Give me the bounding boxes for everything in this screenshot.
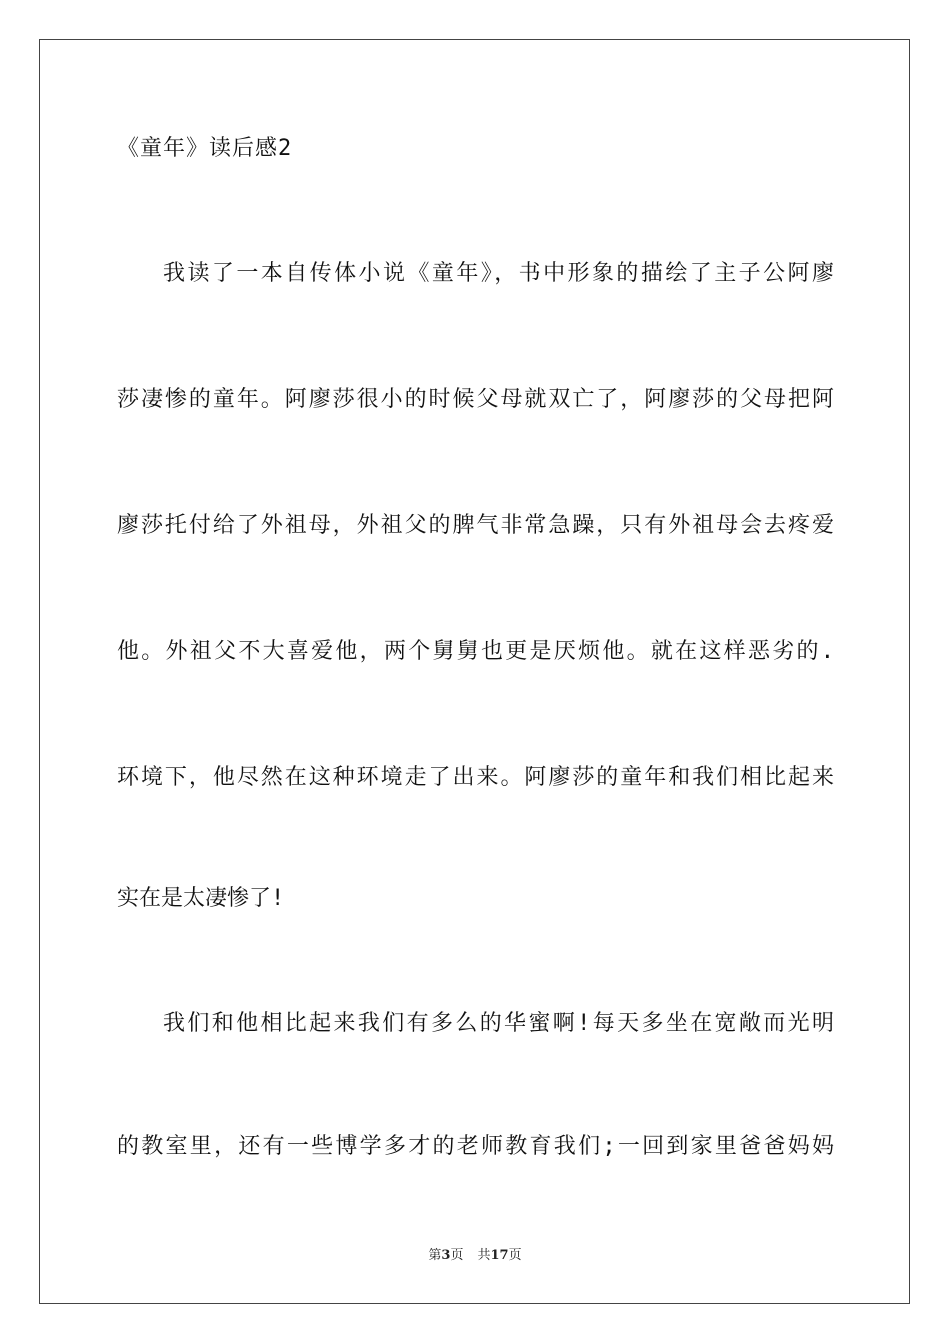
paragraph-1-line-2: 莎凄惨的童年。阿廖莎很小的时候父母就双亡了，阿廖莎的父母把阿 (117, 387, 834, 412)
page-suffix: 页 (450, 1248, 464, 1263)
total-suffix: 页 (508, 1248, 522, 1263)
paragraph-1-line-4: 他。外祖父不大喜爱他，两个舅舅也更是厌烦他。就在这样恶劣的. (117, 639, 834, 664)
paragraph-2-line-1: 我们和他相比起来我们有多么的华蜜啊!每天多坐在宽敞而光明 (163, 1011, 834, 1036)
total-prefix: 共 (477, 1248, 491, 1263)
page-number: 3 (441, 1248, 451, 1263)
paragraph-1-line-6: 实在是太凄惨了! (117, 886, 285, 911)
paragraph-2-line-2: 的教室里，还有一些博学多才的老师教育我们;一回到家里爸爸妈妈 (117, 1134, 834, 1159)
paragraph-1-line-1: 我读了一本自传体小说《童年》，书中形象的描绘了主子公阿廖 (163, 261, 834, 286)
paragraph-1-line-5: 环境下，他尽然在这种环境走了出来。阿廖莎的童年和我们相比起来 (117, 765, 834, 790)
page-border (39, 39, 910, 1304)
page-prefix: 第 (428, 1248, 442, 1263)
total-pages: 17 (490, 1248, 509, 1263)
page-footer (0, 1247, 950, 1265)
document-title: 《童年》读后感2 (117, 136, 293, 161)
paragraph-1-line-3: 廖莎托付给了外祖母，外祖父的脾气非常急躁，只有外祖母会去疼爱 (117, 513, 834, 538)
